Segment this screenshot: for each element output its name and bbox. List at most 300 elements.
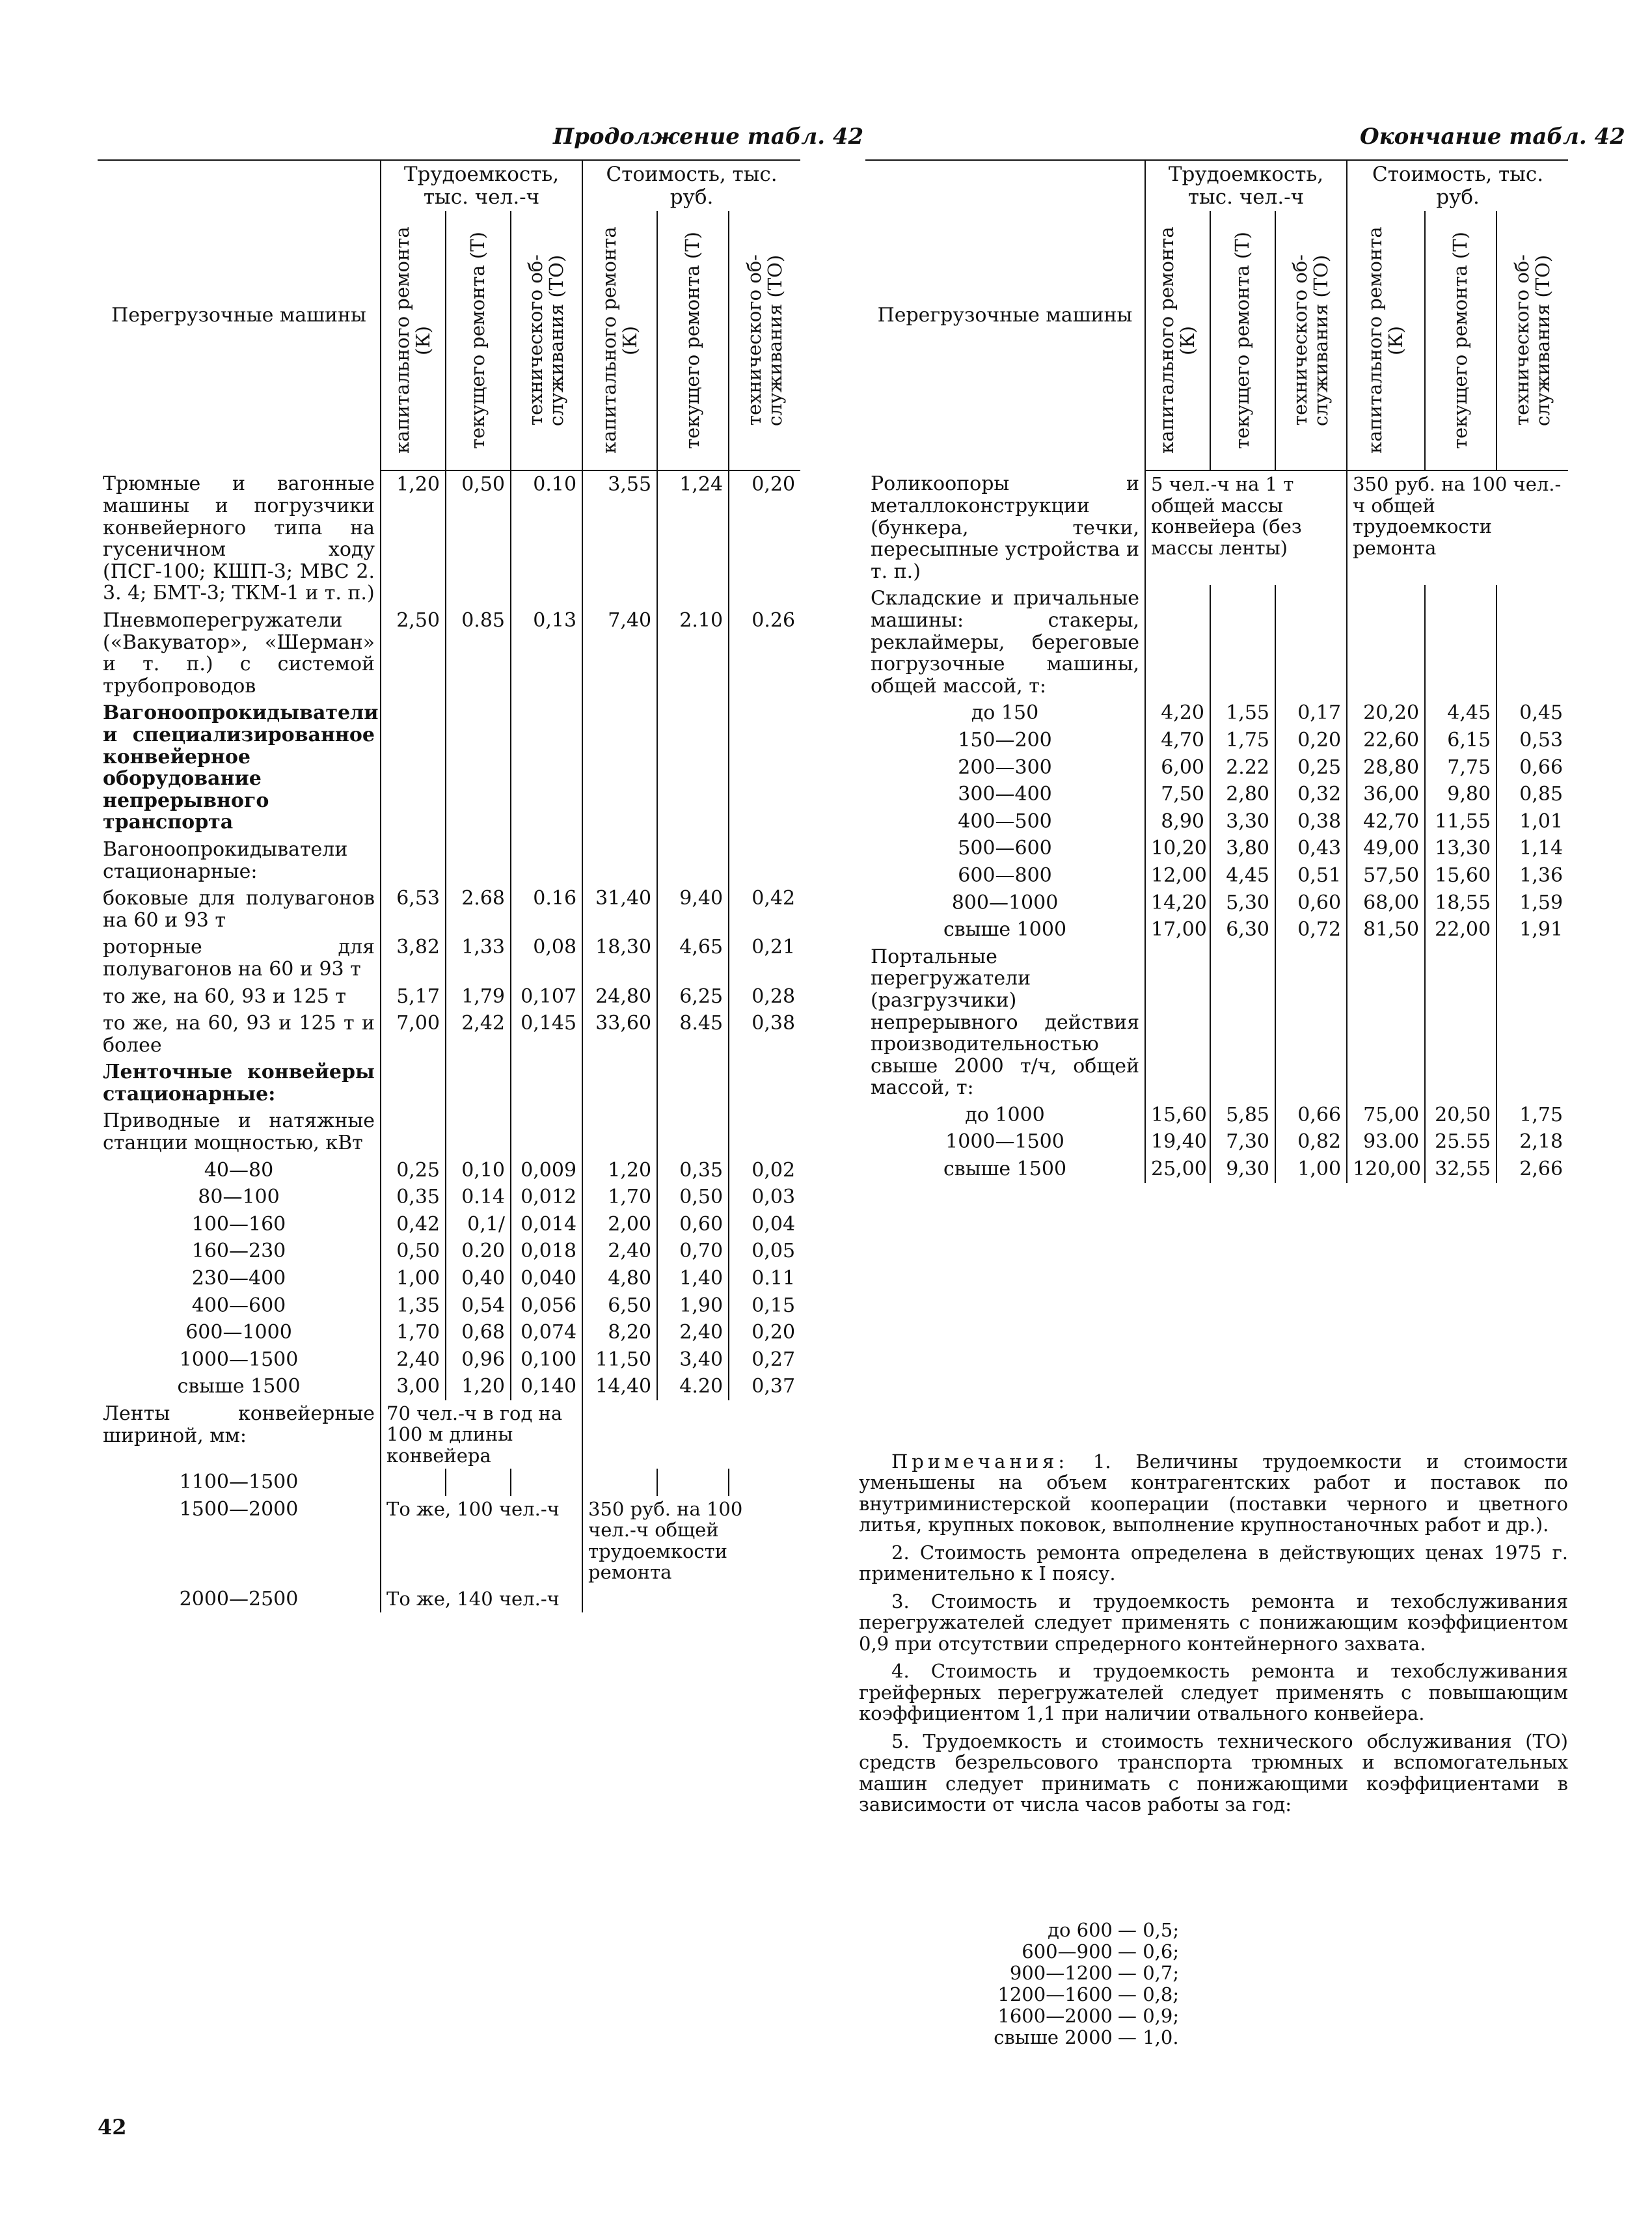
empty-cell [1347, 585, 1425, 700]
row-name: 500—600 [958, 837, 1052, 860]
row-name: Вагоноопрокидыватели и специализированное конвейерное оборудование непрерывного транспорта [103, 701, 379, 834]
cell-value: 2,40 [381, 1346, 446, 1374]
cell-value: 1,75 [1496, 1102, 1568, 1129]
cell-value: 6,15 [1425, 727, 1496, 754]
empty-cell [381, 836, 446, 885]
empty-cell [657, 1059, 729, 1107]
row-name: 1100—1500 [179, 1471, 299, 1494]
coefficient-range: до 600 [1048, 1919, 1113, 1941]
span-text-cost: 350 руб. на 100 чел.-ч общей трудоемкости ремонта [1347, 470, 1568, 585]
empty-cell [381, 1107, 446, 1156]
cell-value: 14,20 [1145, 890, 1210, 917]
table-row [865, 808, 1568, 836]
cell-value: 9,40 [657, 885, 729, 934]
cell-value: 20,50 [1425, 1102, 1496, 1129]
coefficient-list [976, 1920, 1179, 2048]
row-name: до 1000 [965, 1103, 1045, 1126]
cell-value: 18,55 [1425, 890, 1496, 917]
cell-value: 4,20 [1145, 700, 1210, 727]
cell-value: 75,00 [1347, 1102, 1425, 1129]
table-row [98, 1211, 800, 1238]
page-number: 42 [98, 2115, 127, 2140]
table-row [865, 862, 1568, 890]
cell-value: 1,24 [657, 470, 729, 607]
cell-value: 4,45 [1425, 700, 1496, 727]
cell-value: 36,00 [1347, 781, 1425, 808]
coefficient-range: 1600—2000 [997, 2005, 1113, 2028]
empty-cell [511, 1469, 582, 1496]
cell-value: 0,040 [511, 1265, 582, 1292]
cell-value: 2.10 [657, 607, 729, 700]
coefficient-value: — 0,6; [1118, 1940, 1180, 1963]
cell-value: 0,145 [511, 1010, 582, 1059]
cell-value: 15,60 [1425, 862, 1496, 890]
coefficient-value: — 1,0. [1118, 2026, 1179, 2049]
coefficient-row [976, 2027, 1179, 2048]
table-row [98, 1400, 800, 1469]
cell-value: 0.26 [729, 607, 800, 700]
cell-value: 24,80 [582, 983, 657, 1011]
cell-value: 0.10 [511, 470, 582, 607]
row-name: то же, на 60, 93 и 125 т [103, 985, 346, 1008]
notes-block [859, 1451, 1568, 1822]
cell-value: 0,08 [511, 934, 582, 983]
cell-value: 0,35 [381, 1184, 446, 1211]
note-5: 5. Трудоемкость и стоимость технического обслуживания (ТО) средств безрельсового транспорта трюмных и вспомогательных машин следует принимать с понижающими коэффициентами в зависимости от числа часов работы за год: [859, 1730, 1568, 1816]
cell-value: 8,90 [1145, 808, 1210, 836]
cell-value: 28,80 [1347, 754, 1425, 781]
cell-value: 6,50 [582, 1292, 657, 1320]
empty-cell [511, 700, 582, 836]
coefficient-range: 900—1200 [1009, 1962, 1113, 1985]
cell-value: 0,54 [446, 1292, 511, 1320]
cell-value: 6,00 [1145, 754, 1210, 781]
empty-cell [582, 1059, 657, 1107]
cell-value: 0,96 [446, 1346, 511, 1374]
cell-value: 7,75 [1425, 754, 1496, 781]
table-row [98, 470, 800, 607]
cell-value: 0,50 [657, 1184, 729, 1211]
left-sub-header: капитального ремонта (К) [391, 227, 434, 454]
empty-cell [1145, 944, 1210, 1102]
cell-value: 0,45 [1496, 700, 1568, 727]
row-name: свыше 1500 [177, 1375, 301, 1398]
left-sub-header: капитального ремонта (К) [597, 227, 641, 454]
empty-cell [511, 836, 582, 885]
table-row [98, 607, 800, 700]
cell-value: 1,91 [1496, 916, 1568, 944]
table-row [865, 781, 1568, 808]
table-row [865, 1102, 1568, 1129]
row-name: Ленточные конвейеры стационарные: [103, 1061, 375, 1106]
empty-cell [446, 836, 511, 885]
coefficient-range: 600—900 [1022, 1940, 1113, 1963]
cell-value: 2,50 [381, 607, 446, 700]
cell-value: 0.16 [511, 885, 582, 934]
empty-cell [729, 1107, 800, 1156]
left-table [98, 159, 800, 1612]
cell-value: 0,72 [1275, 916, 1347, 944]
cell-value: 7,40 [582, 607, 657, 700]
empty-cell [511, 1107, 582, 1156]
cell-value: 11,55 [1425, 808, 1496, 836]
cell-value: 9,80 [1425, 781, 1496, 808]
row-name: роторные для полувагонов на 60 и 93 т [103, 936, 375, 981]
empty-cell [511, 1059, 582, 1107]
cell-value: 0,27 [729, 1346, 800, 1374]
cell-value: 1,40 [657, 1265, 729, 1292]
cell-value: 1,14 [1496, 835, 1568, 862]
cell-value: 0,20 [729, 1319, 800, 1346]
row-name: 1500—2000 [179, 1498, 299, 1521]
row-name: боковые для полувагонов на 60 и 93 т [103, 887, 375, 932]
right-continuation-title: Окончание табл. 42 [1360, 124, 1625, 150]
empty-cell [582, 1107, 657, 1156]
empty-cell [729, 700, 800, 836]
cell-value: 0,018 [511, 1238, 582, 1265]
cell-value: 42,70 [1347, 808, 1425, 836]
cell-value: 0,20 [729, 470, 800, 607]
left-sub-header: технического об-служивания (ТО) [524, 254, 568, 427]
cell-value: 1,01 [1496, 808, 1568, 836]
right-table [865, 159, 1568, 1183]
row-name: то же, на 60, 93 и 125 т и более [103, 1012, 375, 1057]
span-text-labor: То же, 140 чел.-ч [381, 1586, 582, 1613]
row-name: свыше 1000 [943, 918, 1067, 942]
empty-cell [657, 1107, 729, 1156]
coefficient-value: — 0,7; [1118, 1962, 1180, 1985]
cell-value: 0,13 [511, 607, 582, 700]
cell-value: 1,75 [1210, 727, 1275, 754]
empty-cell [1275, 944, 1347, 1102]
cell-value: 5,30 [1210, 890, 1275, 917]
note-2: 2. Стоимость ремонта определена в действующих ценах 1975 г. применительно к I поясу. [859, 1541, 1568, 1585]
cell-value: 31,40 [582, 885, 657, 934]
cell-value: 0,15 [729, 1292, 800, 1320]
cell-value: 4,45 [1210, 862, 1275, 890]
row-name: 80—100 [198, 1186, 280, 1209]
empty-cell [657, 1469, 729, 1496]
table-row [98, 885, 800, 934]
row-name: 1000—1500 [179, 1348, 299, 1371]
row-name: Приводные и натяжные станции мощностью, кВт [103, 1109, 375, 1155]
cell-value: 8.45 [657, 1010, 729, 1059]
coefficient-value: — 0,9; [1118, 2005, 1180, 2028]
table-row [98, 1586, 800, 1613]
cell-value: 1,00 [1275, 1156, 1347, 1183]
coefficient-value: — 0,5; [1118, 1919, 1180, 1941]
cell-value: 0,32 [1275, 781, 1347, 808]
cell-value: 2,80 [1210, 781, 1275, 808]
cell-value: 0,074 [511, 1319, 582, 1346]
table-row [865, 890, 1568, 917]
empty-cell [1347, 944, 1425, 1102]
cell-value: 0,100 [511, 1346, 582, 1374]
cell-value: 7,50 [1145, 781, 1210, 808]
span-text-cost: 350 руб. на 100 чел.-ч общей трудоемкости ремонта [582, 1496, 800, 1586]
empty-cell [1425, 585, 1496, 700]
cell-value: 32,55 [1425, 1156, 1496, 1183]
table-row [865, 700, 1568, 727]
cell-value: 15,60 [1145, 1102, 1210, 1129]
cell-value: 0,107 [511, 983, 582, 1011]
cell-value: 25,00 [1145, 1156, 1210, 1183]
cell-value: 93.00 [1347, 1128, 1425, 1156]
row-name: свыше 1500 [943, 1158, 1067, 1181]
row-name: Ленты конвейерные шириной, мм: [103, 1402, 375, 1447]
row-name: Портальные перегружатели (разгрузчики) непрерывного действия производительностью свыше 2000 т/ч, общей массой, т: [871, 945, 1139, 1100]
cell-value: 1,59 [1496, 890, 1568, 917]
cell-value: 0,20 [1275, 727, 1347, 754]
cell-value: 0,60 [657, 1211, 729, 1238]
left-continuation-title: Продолжение табл. 42 [553, 124, 864, 150]
right-sub-header: капитального ремонта (К) [1156, 227, 1198, 454]
row-name: Складские и причальные машины: стакеры, реклаймеры, береговые погрузочные машины, общей массой, т: [871, 587, 1139, 698]
right-sub-header: текущего ремонта (Т) [1449, 232, 1472, 450]
cell-value: 0,38 [729, 1010, 800, 1059]
table-row [865, 944, 1568, 1102]
row-name: до 150 [971, 701, 1039, 725]
row-name: 400—600 [191, 1294, 286, 1317]
row-name: Роликоопоры и металлоконструкции (бункера, течки, пересыпные устройства и т. п.) [871, 472, 1139, 583]
left-sub-header: технического об-служивания (ТО) [742, 254, 786, 427]
cell-value: 68,00 [1347, 890, 1425, 917]
cell-value: 20,20 [1347, 700, 1425, 727]
notes-title: Примечания: [891, 1450, 1069, 1473]
table-row [98, 1010, 800, 1059]
coefficient-range: 1200—1600 [997, 1983, 1113, 2006]
cell-value: 0,40 [446, 1265, 511, 1292]
cell-value: 5,17 [381, 983, 446, 1011]
cell-value: 0,85 [1496, 781, 1568, 808]
row-name: 40—80 [204, 1158, 274, 1182]
table-row [98, 1265, 800, 1292]
left-labor-group-header: Трудоемкость, тыс. чел.-ч [381, 160, 582, 211]
cell-value: 2.68 [446, 885, 511, 934]
cell-value: 0.20 [446, 1238, 511, 1265]
empty-cell [1275, 585, 1347, 700]
cell-value: 1,79 [446, 983, 511, 1011]
empty-cell [1210, 585, 1275, 700]
cell-value: 0.11 [729, 1265, 800, 1292]
table-row [98, 1059, 800, 1107]
empty-cell [729, 1469, 800, 1496]
cell-value: 0,28 [729, 983, 800, 1011]
empty-cell [582, 1469, 657, 1496]
span-text-cost [582, 1586, 800, 1613]
left-cost-group-header: Стоимость, тыс. руб. [582, 160, 800, 211]
note-4: 4. Стоимость и трудоемкость ремонта и техобслуживания грейферных перегружателей следует применять с повышающим коэффициентом 1,1 при наличии отвального конвейера. [859, 1660, 1568, 1725]
cell-value: 2,66 [1496, 1156, 1568, 1183]
left-sub-header: текущего ремонта (Т) [681, 232, 704, 450]
cell-value: 2,00 [582, 1211, 657, 1238]
row-name: 100—160 [191, 1212, 286, 1236]
table-row [865, 727, 1568, 754]
cell-value: 0,60 [1275, 890, 1347, 917]
cell-value: 0.85 [446, 607, 511, 700]
cell-value: 0,35 [657, 1157, 729, 1184]
row-name: 600—800 [958, 863, 1052, 887]
table-row [98, 836, 800, 885]
row-name: 200—300 [958, 755, 1052, 779]
coefficient-row [976, 1920, 1179, 1941]
empty-cell [657, 700, 729, 836]
table-row [865, 1128, 1568, 1156]
cell-value: 1,33 [446, 934, 511, 983]
cell-value: 1,36 [1496, 862, 1568, 890]
cell-value: 0,02 [729, 1157, 800, 1184]
cell-value: 0,014 [511, 1211, 582, 1238]
cell-value: 22,00 [1425, 916, 1496, 944]
cell-value: 3,55 [582, 470, 657, 607]
cell-value: 9,30 [1210, 1156, 1275, 1183]
cell-value: 17,00 [1145, 916, 1210, 944]
cell-value: 13,30 [1425, 835, 1496, 862]
cell-value: 22,60 [1347, 727, 1425, 754]
cell-value: 0,140 [511, 1373, 582, 1400]
cell-value: 19,40 [1145, 1128, 1210, 1156]
empty-cell [446, 700, 511, 836]
cell-value: 33,60 [582, 1010, 657, 1059]
empty-cell [446, 1107, 511, 1156]
coefficient-row [976, 1984, 1179, 2005]
cell-value: 0,66 [1275, 1102, 1347, 1129]
table-row [98, 1238, 800, 1265]
note-3: 3. Стоимость и трудоемкость ремонта и техобслуживания перегружателей следует применять с понижающим коэффициентом 0,9 при отсутствии спредерного контейнерного захвата. [859, 1590, 1568, 1655]
cell-value: 0,25 [1275, 754, 1347, 781]
empty-cell [582, 836, 657, 885]
cell-value: 18,30 [582, 934, 657, 983]
right-sub-header: текущего ремонта (Т) [1231, 232, 1254, 450]
row-name: 600—1000 [185, 1321, 292, 1344]
table-row [98, 700, 800, 836]
cell-value: 0,10 [446, 1157, 511, 1184]
cell-value: 4,65 [657, 934, 729, 983]
cell-value: 14,40 [582, 1373, 657, 1400]
cell-value: 0,03 [729, 1184, 800, 1211]
cell-value: 0,82 [1275, 1128, 1347, 1156]
span-text-cost [582, 1400, 800, 1469]
empty-cell [381, 1469, 446, 1496]
cell-value: 0,056 [511, 1292, 582, 1320]
cell-value: 0,53 [1496, 727, 1568, 754]
cell-value: 0,50 [381, 1238, 446, 1265]
cell-value: 0,50 [446, 470, 511, 607]
cell-value: 3,80 [1210, 835, 1275, 862]
row-name: 160—230 [191, 1240, 286, 1263]
cell-value: 11,50 [582, 1346, 657, 1374]
right-sub-header: технического об-служивания (ТО) [1289, 254, 1333, 427]
cell-value: 5,85 [1210, 1102, 1275, 1129]
cell-value: 0,42 [381, 1211, 446, 1238]
right-labor-group-header: Трудоемкость, тыс. чел.-ч [1145, 160, 1347, 211]
coefficient-row [976, 1963, 1179, 1984]
right-cost-group-header: Стоимость, тыс. руб. [1347, 160, 1568, 211]
span-text-labor: 70 чел.-ч в год на 100 м длины конвейера [381, 1400, 582, 1469]
cell-value: 2.22 [1210, 754, 1275, 781]
table-row [98, 1319, 800, 1346]
cell-value: 4,80 [582, 1265, 657, 1292]
cell-value: 0,012 [511, 1184, 582, 1211]
cell-value: 12,00 [1145, 862, 1210, 890]
empty-cell [1496, 944, 1568, 1102]
cell-value: 1,90 [657, 1292, 729, 1320]
cell-value: 0,04 [729, 1211, 800, 1238]
cell-value: 6,30 [1210, 916, 1275, 944]
empty-cell [381, 700, 446, 836]
right-col-machines-header: Перегрузочные машины [877, 304, 1133, 327]
empty-cell [729, 1059, 800, 1107]
cell-value: 1,55 [1210, 700, 1275, 727]
cell-value: 1,70 [381, 1319, 446, 1346]
table-row [98, 1157, 800, 1184]
cell-value: 2,40 [657, 1319, 729, 1346]
cell-value: 49,00 [1347, 835, 1425, 862]
empty-cell [729, 836, 800, 885]
table-row [98, 1373, 800, 1400]
table-row [98, 1469, 800, 1496]
cell-value: 0,43 [1275, 835, 1347, 862]
cell-value: 1,35 [381, 1292, 446, 1320]
cell-value: 0,66 [1496, 754, 1568, 781]
empty-cell [1210, 944, 1275, 1102]
cell-value: 1,20 [582, 1157, 657, 1184]
empty-cell [446, 1469, 511, 1496]
cell-value: 0,21 [729, 934, 800, 983]
empty-cell [1496, 585, 1568, 700]
row-name: Вагоноопрокидыватели стационарные: [103, 837, 348, 883]
table-row [98, 1107, 800, 1156]
table-row [98, 1292, 800, 1320]
coefficient-row [976, 2005, 1179, 2027]
cell-value: 4.20 [657, 1373, 729, 1400]
empty-cell [1425, 944, 1496, 1102]
table-row [865, 835, 1568, 862]
table-row [98, 1346, 800, 1374]
row-name: 800—1000 [951, 891, 1059, 914]
empty-cell [381, 1059, 446, 1107]
cell-value: 1,20 [381, 470, 446, 607]
cell-value: 6,53 [381, 885, 446, 934]
cell-value: 0,009 [511, 1157, 582, 1184]
empty-cell [657, 836, 729, 885]
cell-value: 1,00 [381, 1265, 446, 1292]
row-name: 300—400 [958, 783, 1052, 806]
cell-value: 7,00 [381, 1010, 446, 1059]
table-row [865, 916, 1568, 944]
cell-value: 0,42 [729, 885, 800, 934]
cell-value: 0.14 [446, 1184, 511, 1211]
cell-value: 1,70 [582, 1184, 657, 1211]
right-sub-header: технического об-служивания (ТО) [1510, 254, 1554, 427]
note-1: 1. Величины трудоемкости и стоимости уменьшены на объем контрагентских работ и поставок по внутриминистерской кооперации (поставки черного и цветного литья, крупных поковок, выполнение крупностаночных работ и др.). [859, 1450, 1569, 1536]
table-row [98, 934, 800, 983]
cell-value: 8,20 [582, 1319, 657, 1346]
row-name: 2000—2500 [179, 1587, 299, 1610]
left-col-machines-header: Перегрузочные машины [111, 304, 366, 327]
empty-cell [1145, 585, 1210, 700]
row-name: 230—400 [191, 1267, 286, 1290]
cell-value: 10,20 [1145, 835, 1210, 862]
cell-value: 2,18 [1496, 1128, 1568, 1156]
span-text-labor: То же, 100 чел.-ч [381, 1496, 582, 1586]
table-row [865, 1156, 1568, 1183]
coefficient-row [976, 1941, 1179, 1963]
cell-value: 0,38 [1275, 808, 1347, 836]
left-sub-header: текущего ремонта (Т) [467, 232, 489, 450]
row-name: Трюмные и вагонные машины и погрузчики конвейерного типа на гусеничном ходу (ПСГ-100; КШП-3; МВС 2. 3. 4; БМТ-3; ТКМ-1 и т. п.) [103, 472, 375, 605]
cell-value: 0,05 [729, 1238, 800, 1265]
